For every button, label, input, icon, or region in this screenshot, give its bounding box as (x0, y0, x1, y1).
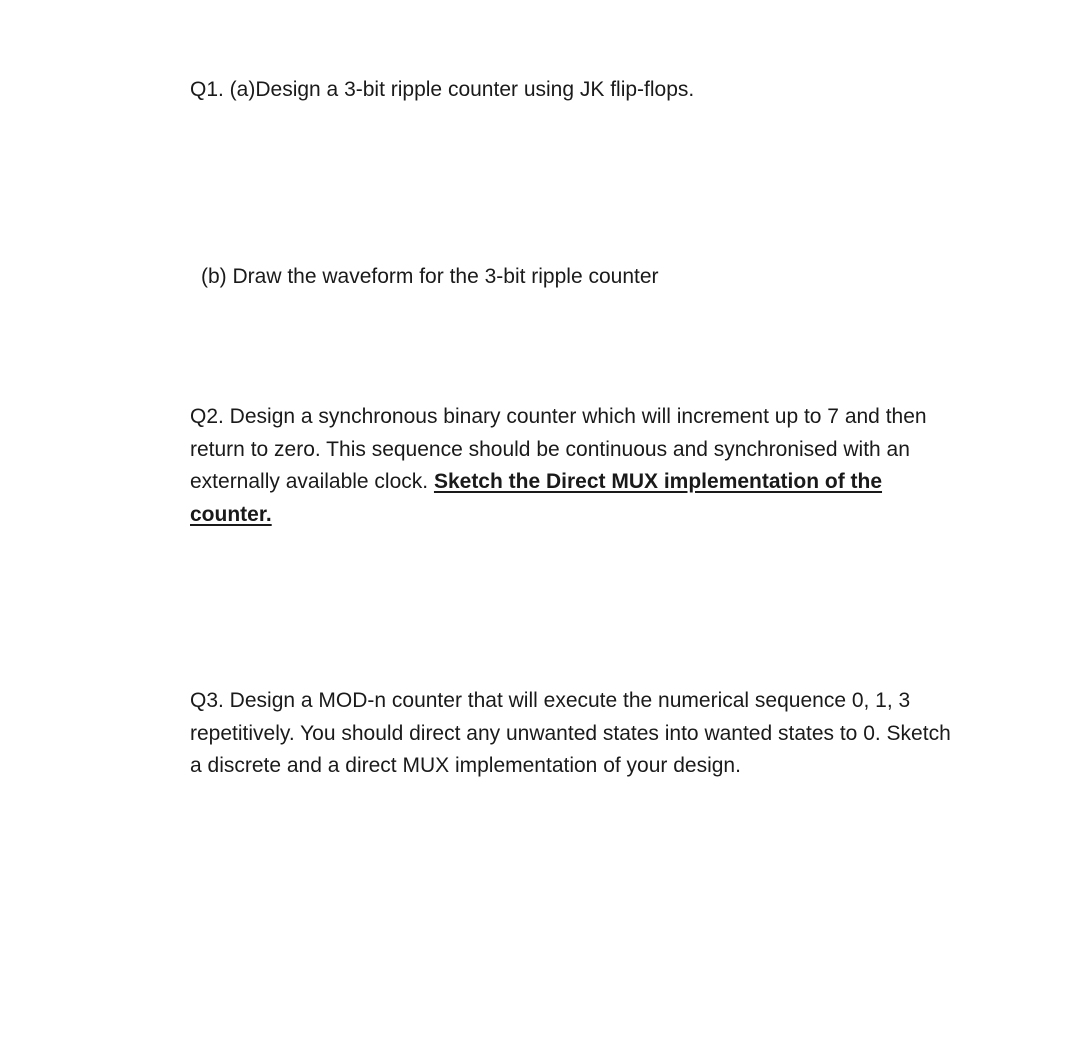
question-1a: Q1. (a)Design a 3-bit ripple counter using JK flip-flops. (190, 78, 695, 101)
question-1b: (b) Draw the waveform for the 3-bit ripple counter (201, 265, 659, 288)
question-2 (190, 401, 950, 531)
question-2-text: Q2. Design a synchronous binary counter which will increment up to 7 and then return to zero. This sequence should be continuous and synchronised with an externally available clock. (190, 405, 927, 493)
question-2-emphasis: Sketch the Direct MUX implementation of the counter. (190, 470, 883, 526)
question-3: Q3. Design a MOD-n counter that will execute the numerical sequence 0, 1, 3 repetitively. You should direct any unwanted states into wanted states to 0. Sketch a discrete and a direct MUX implementation of your design. (190, 689, 951, 777)
